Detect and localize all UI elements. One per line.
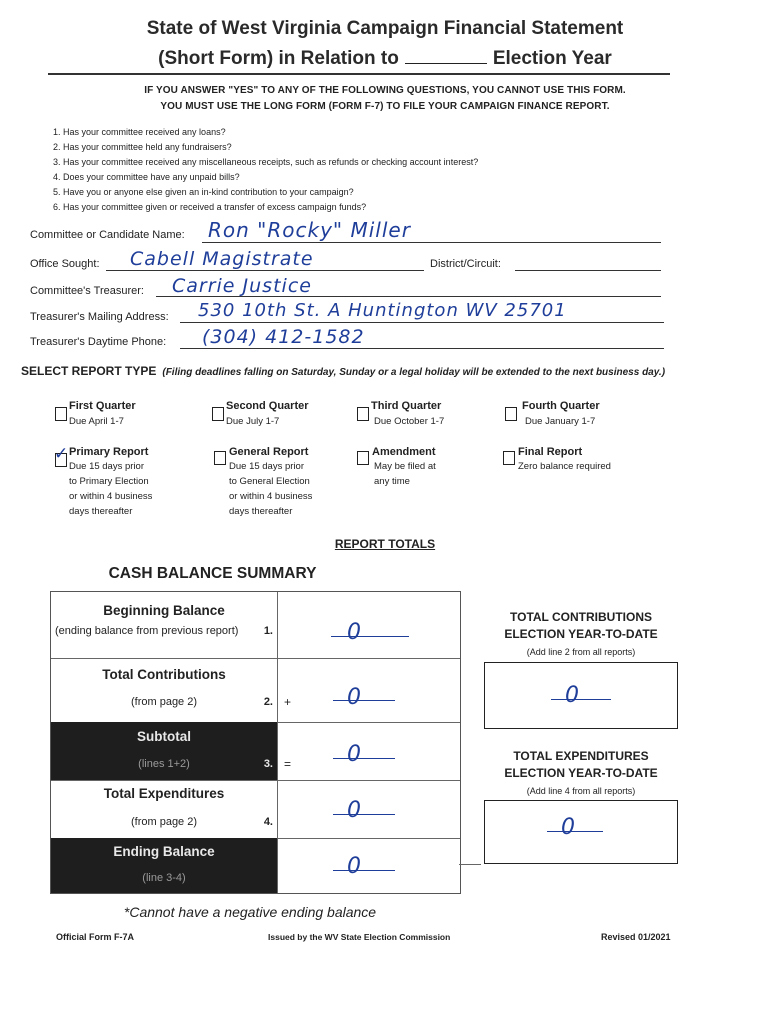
option-primary-report-sub-2: to Primary Election [69,476,149,487]
row-ending-balance [51,838,460,893]
phone-label: Treasurer's Daytime Phone: [30,336,167,348]
phone-field[interactable]: (304) 412-1582 [202,326,365,348]
total-contributions-strike [333,700,395,701]
option-general-report-sub-3: or within 4 business [229,491,313,502]
question-1: 1. Has your committee received any loans? [53,127,226,137]
option-final-report-title: Final Report [518,446,583,458]
option-fourth-quarter-sub: Due January 1-7 [525,416,596,427]
footer-issuer: Issued by the WV State Election Commission [268,932,451,942]
row-ending-balance-label-cell [51,838,278,893]
line-4-number: 4. [263,816,273,828]
option-primary-report-title: Primary Report [69,446,149,458]
title-rule [48,73,670,75]
report-type-heading [21,364,665,378]
ytd-exp-sub: (Add line 4 from all reports) [526,786,636,796]
checkbox-general-report[interactable] [214,451,226,465]
ytd-contrib-title-2: ELECTION YEAR-TO-DATE [504,627,658,641]
ending-balance-strike [333,870,395,871]
office-label: Office Sought: [30,258,100,270]
row-total-contributions [51,658,460,723]
option-second-quarter-title: Second Quarter [226,400,309,412]
checkbox-third-quarter[interactable] [357,407,369,421]
subtotal-strike [333,758,395,759]
cash-balance-summary-title: CASH BALANCE SUMMARY [108,565,317,582]
subtotal-value[interactable]: 0 [347,742,361,767]
option-first-quarter-title: First Quarter [69,400,136,412]
ytd-contrib-sub: (Add line 2 from all reports) [526,647,636,657]
ytd-exp-title-2: ELECTION YEAR-TO-DATE [504,766,658,780]
warning-line2: YOU MUST USE THE LONG FORM (FORM F-7) TO FILE YOUR CAMPAIGN FINANCE REPORT. [160,101,610,112]
election-year-blank[interactable] [405,45,487,64]
option-general-report-title: General Report [229,446,309,458]
question-6: 6. Has your committee given or received a transfer of excess campaign funds? [53,202,367,212]
option-primary-report-sub-4: days thereafter [69,506,133,517]
option-amendment-sub-2: any time [374,476,410,487]
row-total-expenditures-label-cell [51,780,278,838]
ytd-contrib-strike [551,699,611,700]
beginning-balance-label: Beginning Balance [103,603,225,618]
row-total-expenditures [51,780,460,839]
row-subtotal-label-cell [51,722,291,780]
option-general-report-sub-1: Due 15 days prior [229,461,304,472]
checkbox-fourth-quarter[interactable] [505,407,517,421]
total-contributions-sub: (from page 2) [130,696,198,708]
option-second-quarter-sub: Due July 1-7 [226,416,280,427]
ytd-exp-box[interactable] [484,800,678,864]
option-first-quarter-sub: Due April 1-7 [69,416,124,427]
total-contributions-value[interactable]: 0 [347,685,361,710]
option-third-quarter-sub: Due October 1-7 [374,416,445,427]
row-total-contributions-label-cell [51,658,291,722]
plus-operator: + [283,695,291,709]
committee-name-line [202,242,661,243]
option-primary-report-sub-3: or within 4 business [69,491,153,502]
beginning-balance-strike [331,636,409,637]
subtotal-sub: (lines 1+2) [138,758,190,770]
beginning-balance-value[interactable]: 0 [347,620,361,645]
form-title-line1: State of West Virginia Campaign Financial Statement [146,18,624,39]
option-fourth-quarter-title: Fourth Quarter [522,400,600,412]
primary-check-mark: ✓ [54,444,69,464]
report-type-title: SELECT REPORT TYPE [21,364,157,378]
ytd-exp-strike [547,831,603,832]
option-amendment-sub-1: May be filed at [374,461,436,472]
checkbox-amendment[interactable] [357,451,369,465]
question-2: 2. Has your committee held any fundraisers? [53,142,232,152]
line-3-number: 3. [263,758,273,770]
footer-revised: Revised 01/2021 [601,932,671,942]
row-beginning-balance [51,592,460,659]
question-3: 3. Has your committee received any miscellaneous receipts, such as refunds or checking account interest? [53,157,479,167]
option-amendment-title: Amendment [372,446,436,458]
total-expenditures-value[interactable]: 0 [347,798,361,823]
beginning-balance-sub: (ending balance from previous report) [55,625,239,637]
cash-balance-table [50,591,461,894]
checkbox-first-quarter[interactable] [55,407,67,421]
ending-balance-sub: (line 3-4) [142,872,186,884]
address-line [180,322,664,323]
total-expenditures-sub: (from page 2) [130,816,198,828]
ytd-contrib-title-1: TOTAL CONTRIBUTIONS [510,610,652,624]
district-label: District/Circuit: [430,258,501,270]
ending-balance-label: Ending Balance [113,844,215,859]
option-general-report-sub-4: days thereafter [229,506,293,517]
address-field[interactable]: 530 10th St. A Huntington WV 25701 [198,300,567,321]
address-label: Treasurer's Mailing Address: [30,311,169,323]
option-primary-report-sub-1: Due 15 days prior [69,461,144,472]
option-final-report-sub: Zero balance required [518,461,611,472]
total-expenditures-label: Total Expenditures [103,786,225,801]
total-contributions-label: Total Contributions [102,667,226,682]
subtotal-label: Subtotal [137,729,191,744]
treasurer-label: Committee's Treasurer: [30,285,144,297]
title-prefix: (Short Form) in Relation to [158,48,399,69]
title-suffix: Election Year [492,48,612,69]
line-1-number: 1. [263,625,273,637]
report-totals-heading: REPORT TOTALS [334,537,436,551]
option-general-report-sub-2: to General Election [229,476,310,487]
checkbox-final-report[interactable] [503,451,515,465]
ending-balance-connector [459,864,481,865]
checkbox-second-quarter[interactable] [212,407,224,421]
negative-balance-footnote: *Cannot have a negative ending balance [123,904,377,920]
question-5: 5. Have you or anyone else given an in-kind contribution to your campaign? [53,187,354,197]
report-type-note: (Filing deadlines falling on Saturday, Sunday or a legal holiday will be extended to the next business day.) [162,367,666,378]
office-field[interactable]: Cabell Magistrate [130,248,314,270]
office-line [106,270,424,271]
question-4: 4. Does your committee have any unpaid bills? [53,172,240,182]
form-title-line2 [0,45,770,70]
ytd-exp-value: 0 [561,815,575,840]
equals-operator: = [283,757,291,771]
total-expenditures-strike [333,814,395,815]
ytd-contrib-value: 0 [565,683,579,708]
warning-line1: IF YOU ANSWER "YES" TO ANY OF THE FOLLOWING QUESTIONS, YOU CANNOT USE THIS FORM. [144,85,626,96]
treasurer-field[interactable]: Carrie Justice [172,275,312,297]
footer-form-number: Official Form F-7A [56,932,135,942]
phone-line [180,348,664,349]
line-2-number: 2. [263,696,273,708]
row-beginning-balance-label-cell [51,592,278,658]
district-line [515,270,661,271]
committee-name-field[interactable]: Ron "Rocky" Miller [208,218,411,242]
option-third-quarter-title: Third Quarter [371,400,442,412]
row-subtotal [51,722,460,781]
ytd-contrib-box[interactable] [484,662,678,729]
ending-balance-value[interactable]: 0 [347,854,361,879]
ytd-exp-title-1: TOTAL EXPENDITURES [513,749,649,763]
committee-name-label: Committee or Candidate Name: [30,229,185,241]
